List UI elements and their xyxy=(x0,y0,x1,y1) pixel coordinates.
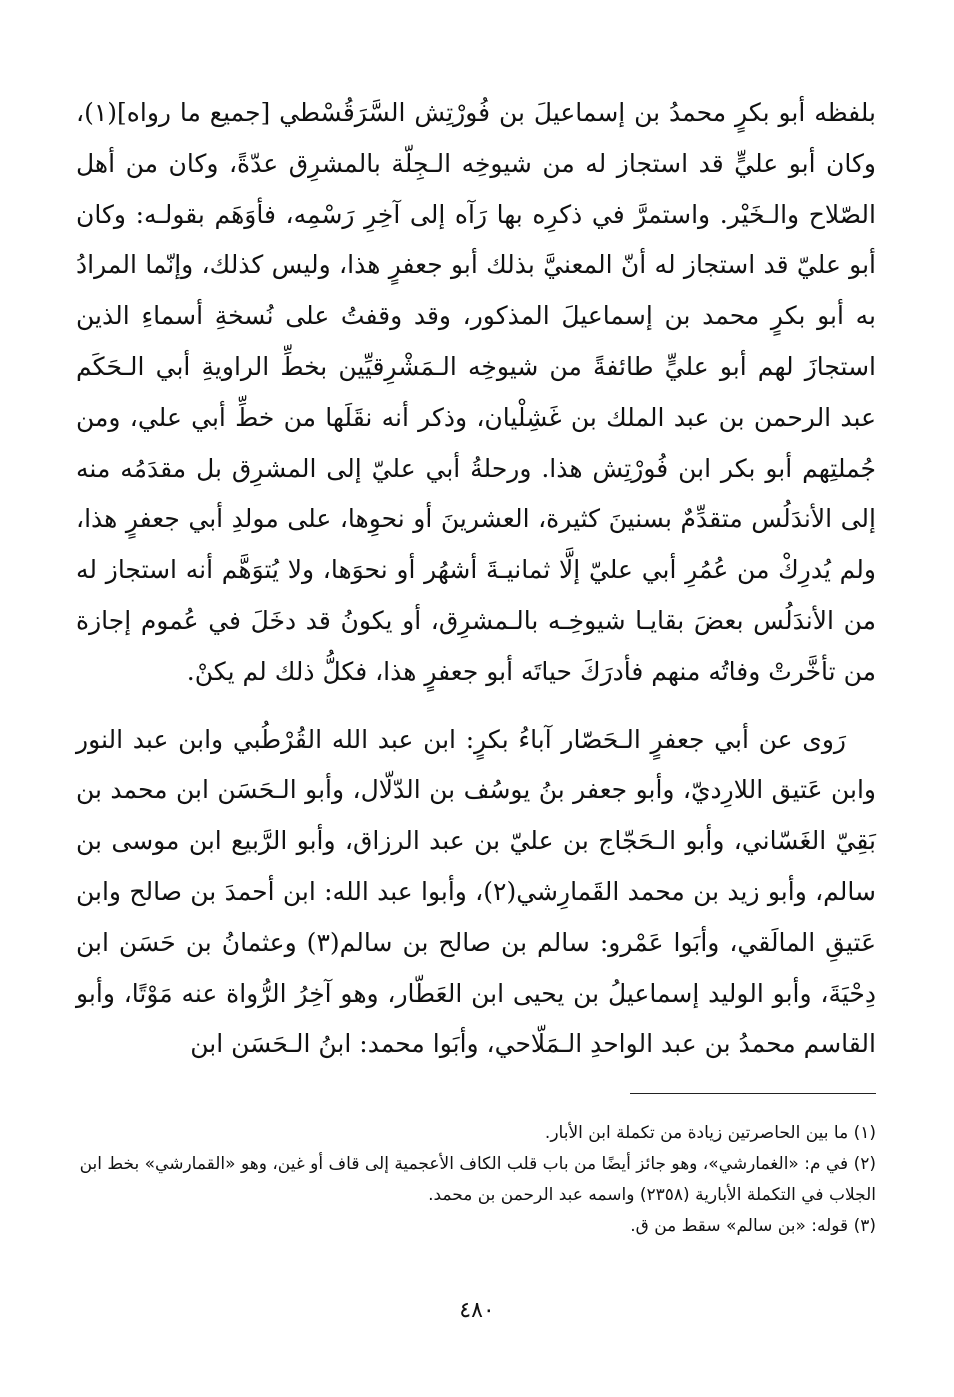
footnote-2: (٢) في م: «الغمارشي»، وهو جائز أيضًا من باب قلب الكاف الأعجمية إلى قاف أو غين، وهو «القمارشي» بخط ابن الجلاب في التكملة الأبارية (٢٣٥٨) واسمه عبد الرحمن بن محمد. xyxy=(79,1154,876,1205)
paragraph-1: بلفظه أبو بكرٍ محمدُ بن إسماعيلَ بن فُورْتِش السَّرَقُسْطي [جميع ما رواه](١)، وكان أبو عليٍّ قد استجاز له من شيوخِه الـجِلّة بالمشرِق عدّةً، وكان من أهل الصّلاح والـخَيْر. واستمرَّ في ذكرِه بها رَآه إلى آخِرِ رَسْمِه، فأوَهَم بقولـه: وكان أبو عليّ قد استجاز له أنّ المعنيَّ بذلك أبو جعفرٍ هذا، وليس كذلك، وإنّما المرادُ به أبو بكرٍ محمد بن إسماعيلَ المذكور، وقد وقفتُ على نُسخةِ أسماءِ الذين استجازَ لهم أبو عليٍّ طائفةً من شيوخِه الـمَشْرِقيِّين بخطِّ الراويةِ أبي الـحَكَم عبد الرحمن بن عبد الملك بن غَشِلْيان، وذكر أنه نقَلَها من خطِّ أبي علي، ومن جُملتِهم أبو بكر ابن فُورْتِش هذا. ورحلةُ أبي عليّ إلى المشرِق بل مقدَمُه منه إلى الأندَلُس متقدِّمٌ بسنينَ كثيرة، العشرينَ أو نحوِها، على مولدِ أبي جعفرٍ هذا، ولم يُدرِكْ من عُمُرِ أبي عليّ إلَّا ثمانيـةَ أشهُر أو نحوَها، ولا يُتوَهَّم أنه استجاز له من الأندَلُس بعضَ بقايـا شيوخِـه بالـمشرِق، أو يكونُ قد دخَلَ في عُموم إجازة من تأخَّرتْ وفاتُه منهم فأدرَكَ حياتَه أبو جعفرٍ هذا، فكلُّ ذلك لم يكنْ. xyxy=(76,98,876,686)
footnote-1: (١) ما بين الحاصرتين زيادة من تكملة ابن الأبار. xyxy=(544,1123,876,1143)
page-number: ٤٨٠ xyxy=(459,1298,495,1323)
main-text xyxy=(76,88,876,1070)
footnote-3: (٣) قوله: «بن سالم» سقط من ق. xyxy=(630,1216,876,1236)
footnote-separator xyxy=(630,1093,876,1094)
paragraph-2: رَوى عن أبي جعفرٍ الـحَصّار آباءُ بكرٍ: ابن عبد الله القُرْطُبي وابن عبد النور وابن عَتيق اللارِديّ، وأبو جعفر بنُ يوسُف بن الدّلّال، وأبو الـحَسَن ابن محمد بن بَقِيّ الغَسّاني، وأبو الـحَجّاج بن عليّ بن عبد الرزاق، وأبو الرَّبيع ابن موسى بن سالم، وأبو زيد بن محمد القَمارِشي(٢)، وأبوا عبد الله: ابن أحمدَ بن صالح وابن عَتيقِ المالَقي، وأبَوا عَمْرو: سالم بن صالح بن سالم(٣) وعثمانُ بن حَسَن ابن دِحْيَةَ، وأبو الوليد إسماعيلُ بن يحيى ابن العَطّار، وهو آخِرُ الرُّواة عنه مَوْتًا، وأبو القاسم محمدُ بن عبد الواحدِ الـمَلّاحي، وأبَوا محمد: ابنُ الـحَسَن ابن xyxy=(76,724,877,1059)
footnotes xyxy=(76,1118,876,1242)
